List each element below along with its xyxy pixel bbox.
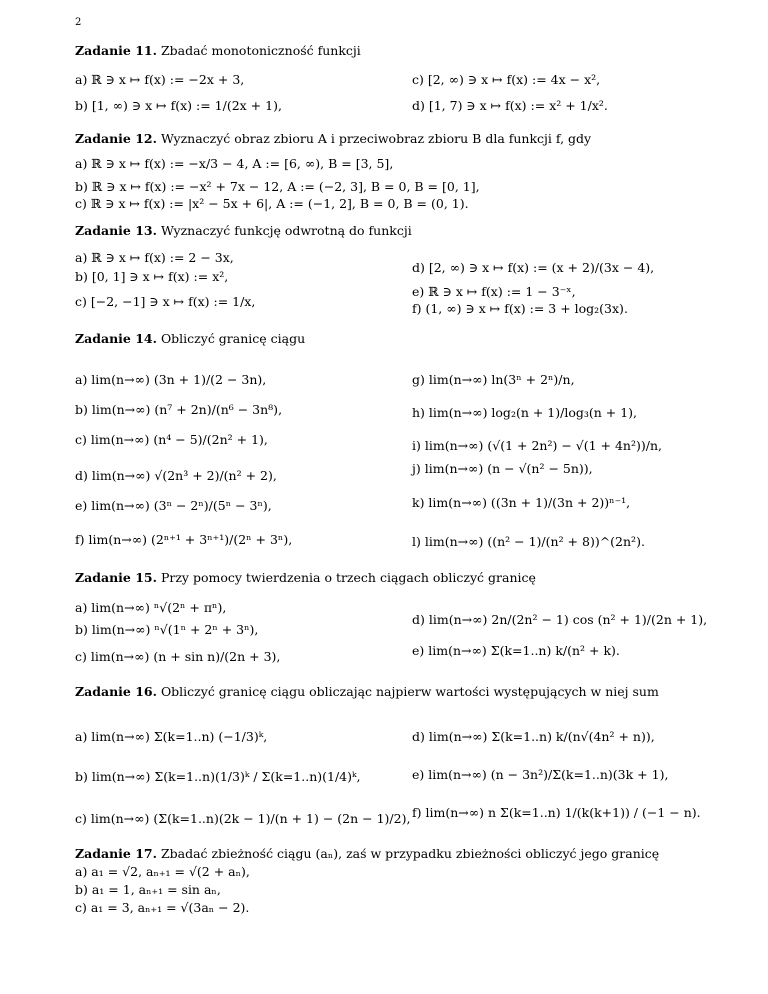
z14-item-c: c) lim(n→∞) (n⁴ − 5)/(2n² + 1), xyxy=(75,432,268,447)
z14-item-a: a) lim(n→∞) (3n + 1)/(2 − 3n), xyxy=(75,372,267,387)
z16-item-b: b) lim(n→∞) Σ(k=1..n)(1/3)ᵏ / Σ(k=1..n)(1/4)ᵏ, xyxy=(75,769,361,784)
z14-item-e: e) lim(n→∞) (3ⁿ − 2ⁿ)/(5ⁿ − 3ⁿ), xyxy=(75,498,272,513)
z17-item-c: c) a₁ = 3, aₙ₊₁ = √(3aₙ − 2). xyxy=(75,900,250,915)
z15-item-d: d) lim(n→∞) 2n/(2n² − 1) cos (n² + 1)/(2n + 1), xyxy=(412,612,708,627)
zadanie-14-label: Zadanie 14. xyxy=(75,331,157,346)
zadanie-13-label: Zadanie 13. xyxy=(75,223,157,238)
z14-item-h: h) lim(n→∞) log₂(n + 1)/log₃(n + 1), xyxy=(412,405,638,420)
zadanie-12-label: Zadanie 12. xyxy=(75,131,157,146)
zadanie-15-label: Zadanie 15. xyxy=(75,570,157,585)
z15-item-e: e) lim(n→∞) Σ(k=1..n) k/(n² + k). xyxy=(412,643,620,658)
zadanie-11-label: Zadanie 11. xyxy=(75,43,157,58)
zadanie-12-text: Wyznaczyć obraz zbioru A i przeciwobraz zbioru B dla funkcji f, gdy xyxy=(160,131,592,146)
z13-item-e: e) ℝ ∋ x ↦ f(x) := 1 − 3⁻ˣ, xyxy=(412,284,576,299)
zadanie-16-label: Zadanie 16. xyxy=(75,684,157,699)
z13-item-b: b) [0, 1] ∋ x ↦ f(x) := x², xyxy=(75,269,229,284)
zadanie-11-text: Zbadać monotoniczność funkcji xyxy=(160,43,361,58)
z14-item-g: g) lim(n→∞) ln(3ⁿ + 2ⁿ)/n, xyxy=(412,372,575,387)
z11-item-d: d) [1, 7) ∋ x ↦ f(x) := x² + 1/x². xyxy=(412,98,608,113)
z17-item-a: a) a₁ = √2, aₙ₊₁ = √(2 + aₙ), xyxy=(75,864,250,879)
z16-item-c: c) lim(n→∞) (Σ(k=1..n)(2k − 1)/(n + 1) − (2n − 1)/2), xyxy=(75,811,411,826)
z12-item-c: c) ℝ ∋ x ↦ f(x) := |x² − 5x + 6|, A := (−1, 2], B = 0, B = (0, 1). xyxy=(75,196,469,211)
z15-item-c: c) lim(n→∞) (n + sin n)/(2n + 3), xyxy=(75,649,281,664)
z13-item-a: a) ℝ ∋ x ↦ f(x) := 2 − 3x, xyxy=(75,250,234,265)
z13-item-d: d) [2, ∞) ∋ x ↦ f(x) := (x + 2)/(3x − 4), xyxy=(412,260,655,275)
zadanie-15-text: Przy pomocy twierdzenia o trzech ciągach obliczyć granicę xyxy=(160,570,536,585)
z14-item-b: b) lim(n→∞) (n⁷ + 2n)/(n⁶ − 3n⁸), xyxy=(75,402,283,417)
z11-item-c: c) [2, ∞) ∋ x ↦ f(x) := 4x − x², xyxy=(412,72,601,87)
zadanie-15-title xyxy=(75,572,536,585)
z14-item-j: j) lim(n→∞) (n − √(n² − 5n)), xyxy=(412,461,593,476)
z13-item-f: f) (1, ∞) ∋ x ↦ f(x) := 3 + log₂(3x). xyxy=(412,301,628,316)
z16-item-d: d) lim(n→∞) Σ(k=1..n) k/(n√(4n² + n)), xyxy=(412,729,655,744)
z14-item-k: k) lim(n→∞) ((3n + 1)/(3n + 2))ⁿ⁻¹, xyxy=(412,495,631,510)
z11-item-a: a) ℝ ∋ x ↦ f(x) := −2x + 3, xyxy=(75,72,245,87)
z12-item-a: a) ℝ ∋ x ↦ f(x) := −x/3 − 4, A := [6, ∞), B = [3, 5], xyxy=(75,156,394,171)
z15-item-b: b) lim(n→∞) ⁿ√(1ⁿ + 2ⁿ + 3ⁿ), xyxy=(75,622,259,637)
zadanie-17-title xyxy=(75,848,659,861)
zadanie-14-title xyxy=(75,333,305,346)
z17-item-b: b) a₁ = 1, aₙ₊₁ = sin aₙ, xyxy=(75,882,221,897)
zadanie-17-text: Zbadać zbieżność ciągu (aₙ), zaś w przypadku zbieżności obliczyć jego granicę xyxy=(160,846,660,861)
page-number: 2 xyxy=(75,17,82,28)
zadanie-13-title xyxy=(75,225,412,238)
z14-item-i: i) lim(n→∞) (√(1 + 2n²) − √(1 + 4n²))/n, xyxy=(412,438,662,453)
zadanie-12-title xyxy=(75,133,591,146)
z16-item-a: a) lim(n→∞) Σ(k=1..n) (−1/3)ᵏ, xyxy=(75,729,268,744)
zadanie-11-title xyxy=(75,45,361,58)
z11-item-b: b) [1, ∞) ∋ x ↦ f(x) := 1/(2x + 1), xyxy=(75,98,282,113)
z16-item-f: f) lim(n→∞) n Σ(k=1..n) 1/(k(k+1)) / (−1 − n). xyxy=(412,805,701,820)
z14-item-l: l) lim(n→∞) ((n² − 1)/(n² + 8))^(2n²). xyxy=(412,534,645,549)
zadanie-16-title xyxy=(75,686,659,699)
z15-item-a: a) lim(n→∞) ⁿ√(2ⁿ + πⁿ), xyxy=(75,600,227,615)
z14-item-f: f) lim(n→∞) (2ⁿ⁺¹ + 3ⁿ⁺¹)/(2ⁿ + 3ⁿ), xyxy=(75,532,293,547)
zadanie-14-text: Obliczyć granicę ciągu xyxy=(160,331,306,346)
zadanie-16-text: Obliczyć granicę ciągu obliczając najpierw wartości występujących w niej sum xyxy=(160,684,659,699)
zadanie-17-label: Zadanie 17. xyxy=(75,846,157,861)
zadanie-13-text: Wyznaczyć funkcję odwrotną do funkcji xyxy=(160,223,412,238)
z14-item-d: d) lim(n→∞) √(2n³ + 2)/(n² + 2), xyxy=(75,468,277,483)
z12-item-b: b) ℝ ∋ x ↦ f(x) := −x² + 7x − 12, A := (−2, 3], B = 0, B = [0, 1], xyxy=(75,179,480,194)
z13-item-c: c) [−2, −1] ∋ x ↦ f(x) := 1/x, xyxy=(75,294,256,309)
z16-item-e: e) lim(n→∞) (n − 3n²)/Σ(k=1..n)(3k + 1), xyxy=(412,767,669,782)
